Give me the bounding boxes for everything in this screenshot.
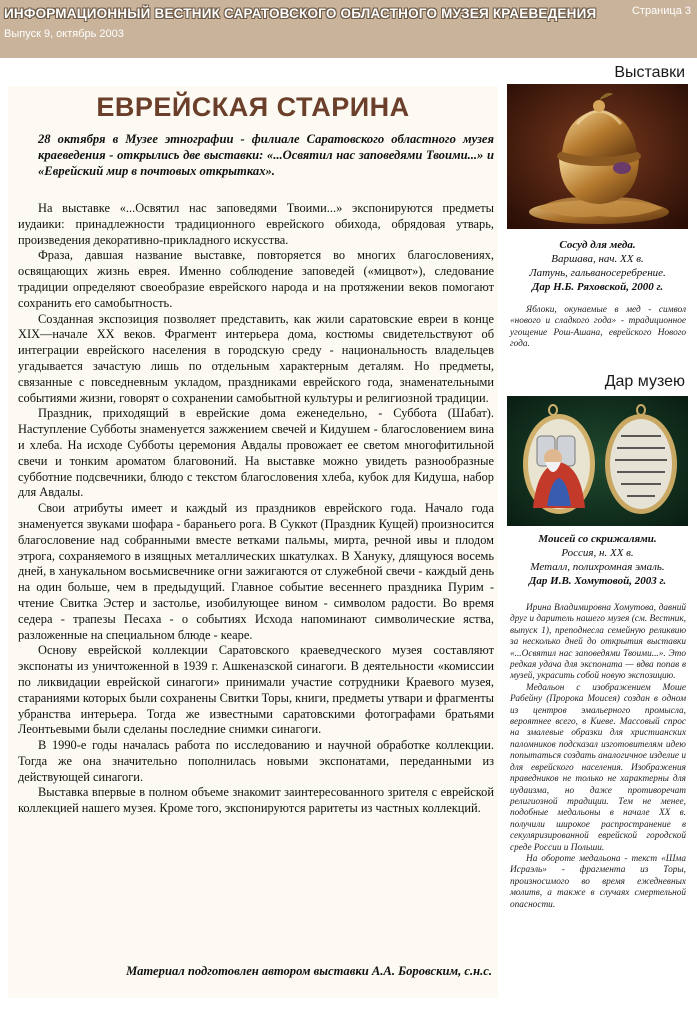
exhibitions-heading: Выставки (614, 64, 685, 81)
page-number: Страница 3 (631, 5, 691, 17)
issue-info: Выпуск 9, октябрь 2003 (4, 28, 124, 40)
article-paragraph: Созданная экспозиция позволяет представить, как жили саратовские евреи в конце XIX—начале XX веков. Фрагмент интерьера дома, костюмы свидетельствуют об интеграции еврейского населения в городскую среду - национальность владельцев угадывается зачастую лишь по отдельным характерным деталям. Но предметы, связанные с повседневным укладом, праздниками еврейского года, знаменательными событиями жизни, говорят о сохранении самобытной культуры и религиозной традиции. (18, 311, 494, 405)
newsletter-title: ИНФОРМАЦИОННЫЙ ВЕСТНИК САРАТОВСКОГО ОБЛАСТНОГО МУЗЕЯ КРАЕВЕДЕНИЯ (4, 6, 597, 21)
newsletter-header (0, 0, 697, 58)
moses-medallion-photo (507, 396, 688, 526)
note-text: Яблоки, окунаемые в мед - символ «нового и сладкого года» - традиционное угощение Рош-Ашана, еврейского Нового года. (510, 305, 686, 350)
honey-vessel-caption (507, 238, 688, 294)
article-paragraph: Выставка впервые в полном объеме знакомит заинтересованного зрителя с еврейской коллекцией нашего музея. Кроме того, экспонируются раритеты из частных коллекций. (18, 785, 494, 816)
gift-heading: Дар музею (604, 373, 685, 390)
article-credit: Материал подготовлен автором выставки А.А. Боровским, с.н.с. (126, 964, 492, 978)
article-body (18, 201, 494, 817)
article-paragraph: Основу еврейской коллекции Саратовского краеведческого музея составляют экспонаты из уничтоженной в 1939 г. Ашкеназской синагоги. В деятельности «комиссии по ликвидации еврейской синагоги» принимали участие сотрудники Краевого музея, стараниями которых были сохранены Свитки Торы, книги, предметы утвари и фрагменты убранства интерьера. Тогда же известными саратовскими фотографами братьями Леонтьевыми были сделаны последние снимки синагоги. (18, 643, 494, 737)
item-origin: Варшава, нач. XX в. (551, 253, 644, 265)
item-title: Сосуд для меда. (559, 239, 636, 251)
article-paragraph: В 1990-е годы началась работа по исследованию и научной обработке коллекции. Тогда же она значительно пополнилась новыми экспонатами, переданными из действующей синагоги. (18, 738, 494, 784)
honey-vessel-note (510, 305, 686, 351)
article-title: ЕВРЕЙСКАЯ СТАРИНА (96, 92, 410, 122)
article-paragraph: На выставке «...Освятил нас заповедями Твоими...» экспонируются предметы иудаики: принадлежности традиционного еврейского обихода, обрядовая утварь, произведения декоративно-прикладного искусства. (18, 201, 494, 247)
note-text: Медальон с изображением Моше Рабейну (Пророка Моисея) создан в одном из центров эмальерного промысла, вероятнее всего, в Киеве. Массовый спрос на змалевые образки для христианских паломников подсказал изготовителям идею попытаться создать аналогичное изделие и для еврейского населения. Изображения праведников не только не характерны для иудаизма, но даже противоречат религиозной традиции. Тем не менее, подобные медальоны в начале XX в. получили широкое распространение в секуляризированной еврейской городской среде России и Польши. (510, 682, 686, 853)
item-donor: Дар Н.Б. Ряховской, 2000 г. (531, 281, 664, 293)
item-material: Металл, полихромная эмаль. (530, 561, 665, 573)
article-panel (8, 86, 498, 998)
item-origin: Россия, н. XX в. (561, 547, 634, 559)
article-paragraph: Праздник, приходящий в еврейские дома еженедельно, - Суббота (Шабат). Наступление Субботы знаменуется зажжением свечей и Кидушем - благословением вина и хлеба. На исходе Субботы церемония Авдалы провожает ее светом многофитильной свечи и тонким ароматом благовоний. На выставке можно увидеть разнообразные субботние подсвечники, блюдо с текстом благословения хлеба, кубок для Кидуша, набор для Авдалы. (18, 406, 494, 500)
item-donor: Дар И.В. Хомутовой, 2003 г. (528, 575, 667, 587)
article-paragraph: Фраза, давшая название выставке, повторяется во многих благословениях, освящающих жизнь еврея. Именно соблюдение заповедей («мицвот»), следование традиции определяют своеобразие еврейского народа и на протяжении веков помогают сохранить его самобытность. (18, 248, 494, 310)
note-text: Ирина Владимировна Хомутова, давний друг и даритель нашего музея (см. Вестник, выпуск 1), преподнесла семейную реликвию за несколько дней до открытия выставки «...Освятил нас заповедями Твоими...». Это редкая удача для экспоната — вдва попав в музей, украсить собой новую экспозицию. (510, 603, 686, 682)
article-intro: 28 октября в Музее этнографии - филиале Саратовского областного музея краеведения - открылись две выставки: «...Освятил нас заповедями Твоими...» и «Еврейский мир в почтовых открытках». (38, 132, 494, 179)
honey-vessel-photo (507, 84, 688, 229)
note-text: На обороте медальона - текст «Шма Исраэль» - фрагмента из Торы, произносимого во время ежедневных молитв, а также в случаях смертельной опасности. (510, 853, 686, 910)
medallion-notes (510, 603, 686, 911)
article-paragraph: Свои атрибуты имеет и каждый из праздников еврейского года. Начало года знаменуется звуками шофара - бараньего рога. В Суккот (Праздник Кущей) произносится благословение над собранными вместе ветками пальмы, мирта, речной ивы и плодом этрога, сохраняемого в изящных металлических шкатулках. В Ханукy, длящуюся восемь дней, в ханукальном восьмисвечнике огни зажигаются от служебной свечи - каждый день на один больше, чем в предыдущий. Главное событие весеннего праздника Пурим - чтение Свитка Эстер и застолье, изобилующее вином - символом радости. Во время седера - трапезы Песаха - о событиях Исхода напоминают символические яства, разложенные на специальном блюде - кеаре. (18, 501, 494, 642)
item-title: Моисей со скрижалями. (538, 533, 657, 545)
item-material: Латунь, гальваносеребрение. (529, 267, 666, 279)
moses-medallion-caption (507, 532, 688, 588)
